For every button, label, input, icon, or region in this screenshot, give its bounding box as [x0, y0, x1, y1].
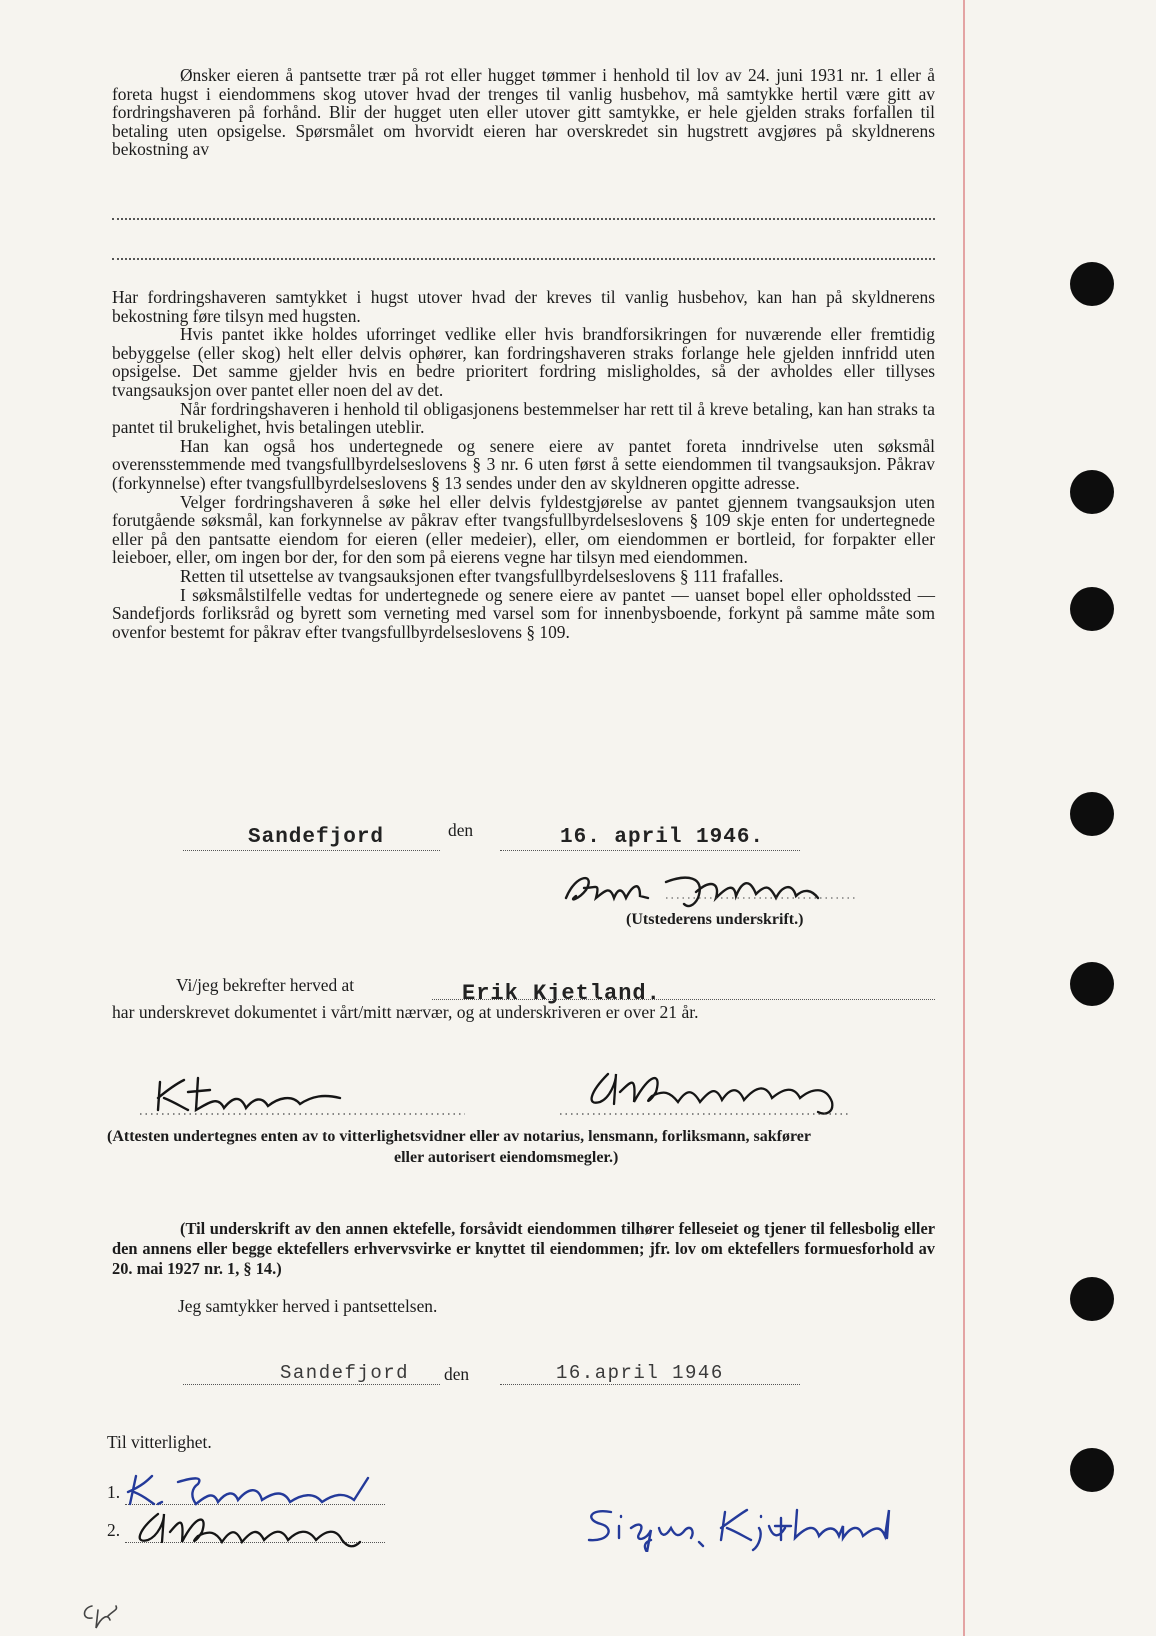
punch-hole [1070, 1277, 1114, 1321]
place-line [183, 850, 440, 851]
punch-hole [1070, 587, 1114, 631]
issuer-signature [556, 868, 886, 912]
punch-hole [1070, 1448, 1114, 1492]
attest-note-1: (Attesten undertegnes enten av to vitterlighetsvidner eller av notarius, lensmann, forliksmann, sakfører [107, 1128, 811, 1145]
date-line [500, 850, 800, 851]
clause-use: Når fordringshaveren i henhold til obligasjonens bestemmelser har rett til å kreve betaling, kan han straks ta pantet til brukelighet, hvis betalingen uteblir. [112, 398, 935, 438]
clause-postponement: Retten til utsettelse av tvangsauksjonen efter tvangsfullbyrdelseslovens § 111 frafalles. [180, 565, 784, 586]
clause-supervision: Har fordringshaveren samtykket i hugst utover hvad der kreves til vanlig husbehov, kan han på skyldnerens bekostning føre tilsyn med hugsten. [112, 287, 935, 326]
attest-note-2: eller autorisert eiendomsmegler.) [394, 1149, 619, 1166]
confirm-prefix: Vi/jeg bekrefter herved at [176, 975, 355, 995]
confirm-line [432, 999, 935, 1000]
date-typed: 16. april 1946. [560, 826, 765, 849]
witness-2-signature [118, 1506, 398, 1550]
witness-number-2: 2. [107, 1520, 121, 1540]
confirm-name: Erik Kjetland. [462, 981, 661, 1006]
margin-mark [78, 1596, 158, 1630]
clauses-block [112, 288, 935, 641]
place-typed-2: Sandefjord [280, 1362, 410, 1384]
den-label: den [448, 820, 474, 840]
clause-auction: Velger fordringshaveren å søke hel eller delvis fyldestgjørelse av pantet gjennem tvangsauksjon uten forutgående søksmål, kan forkynnelse av påkrav efter tvangsfullbyrdelseslovens § 109 skje enten for undertegnede eller på den pantsatte eiendom for eieren (eller medeier), eller, om eiendommen er bortleid, for forpakter eller leieboer, eller, om ingen bor der, for den som på eierens vegne har tilsyn med eiendommen. [112, 491, 935, 568]
punch-hole [1070, 470, 1114, 514]
punch-hole [1070, 962, 1114, 1006]
spouse-note-text: (Til underskrift av den annen ektefelle, forsåvidt eiendommen tilhører felleseiet og tjener til fellesbolig eller den annens eller begge ektefellers erhvervsvirke er knyttet til eiendommen; jfr. lov om ektefellers formuesforhold av 20. mai 1927 nr. 1, § 14.) [112, 1219, 935, 1278]
clause-maintenance: Hvis pantet ikke holdes uforringet vedlike eller hvis brandforsikringen for nuværende eller fremtidig bebyggelse (eller skog) helt eller delvis ophører, kan fordringshaveren straks forlange hele gjelden innfridd uten opsigelse. Det samme gjelder hvis en bedre prioritert fordring misligholdes, så der avholdes eller tillyses tvangsauksjon over pantet eller noen del av det. [112, 324, 935, 400]
clause-timber-text: Ønsker eieren å pantsette trær på rot eller hugget tømmer i henhold til lov av 24. juni 1931 nr. 1 eller å foreta hugst i eiendommens skog utover hvad der trenges til vanlig husbehov, må samtykke hertil være gitt av fordringshaveren på forhånd. Blir der hugget uten eller utover gitt samtykke, er hele gjelden straks forfallen til betaling uten opsigelse. Spørsmålet om hvorvidt eieren har overskredet sin hugstrett avgjøres på skyldnerens bekostning av [112, 65, 935, 160]
witness-number-1: 1. [107, 1482, 121, 1502]
blank-line [112, 258, 935, 260]
confirm-line2: har underskrevet dokumentet i vårt/mitt nærvær, og at underskriveren er over 21 år. [112, 1002, 699, 1022]
blank-line [112, 218, 935, 220]
place-typed: Sandefjord [248, 826, 385, 849]
margin-line [963, 0, 965, 1636]
den-label-2: den [444, 1364, 470, 1384]
clause-venue: I søksmålstilfelle vedtas for undertegnede og senere eiere av pantet — uanset bopel eller opholdssted — Sandefjords forliksråd og byrett som verneting med varsel som for innenbysboende, forkynt på samme måte som ovenfor bestemt for påkrav efter tvangsfullbyrdelseslovens § 109. [112, 584, 935, 642]
consent-text: Jeg samtykker herved i pantsettelsen. [178, 1296, 438, 1316]
spouse-note [112, 1219, 935, 1279]
punch-hole [1070, 262, 1114, 306]
clause-timber [112, 66, 935, 159]
spouse-signature [575, 1502, 915, 1552]
witness-signature-left [140, 1068, 470, 1118]
date-line-2 [500, 1384, 800, 1385]
place-line-2 [183, 1384, 440, 1385]
witness-1-signature [118, 1470, 398, 1510]
date-typed-2: 16.april 1946 [556, 1362, 724, 1384]
clause-collection: Han kan også hos undertegnede og senere eiere av pantet foreta inndrivelse uten søksmål overensstemmende med tvangsfullbyrdelseslovens § 3 nr. 6 uten først å sette eiendommen til tvangsauksjon. Påkrav (forkynnelse) efter tvangsfullbyrdelseslovens § 13 sendes under den av skyldneren opgitte adresse. [112, 435, 935, 493]
issuer-caption: (Utstederens underskrift.) [626, 911, 804, 928]
witness-signature-right [560, 1062, 890, 1118]
punch-hole [1070, 792, 1114, 836]
witness-label: Til vitterlighet. [107, 1432, 212, 1452]
